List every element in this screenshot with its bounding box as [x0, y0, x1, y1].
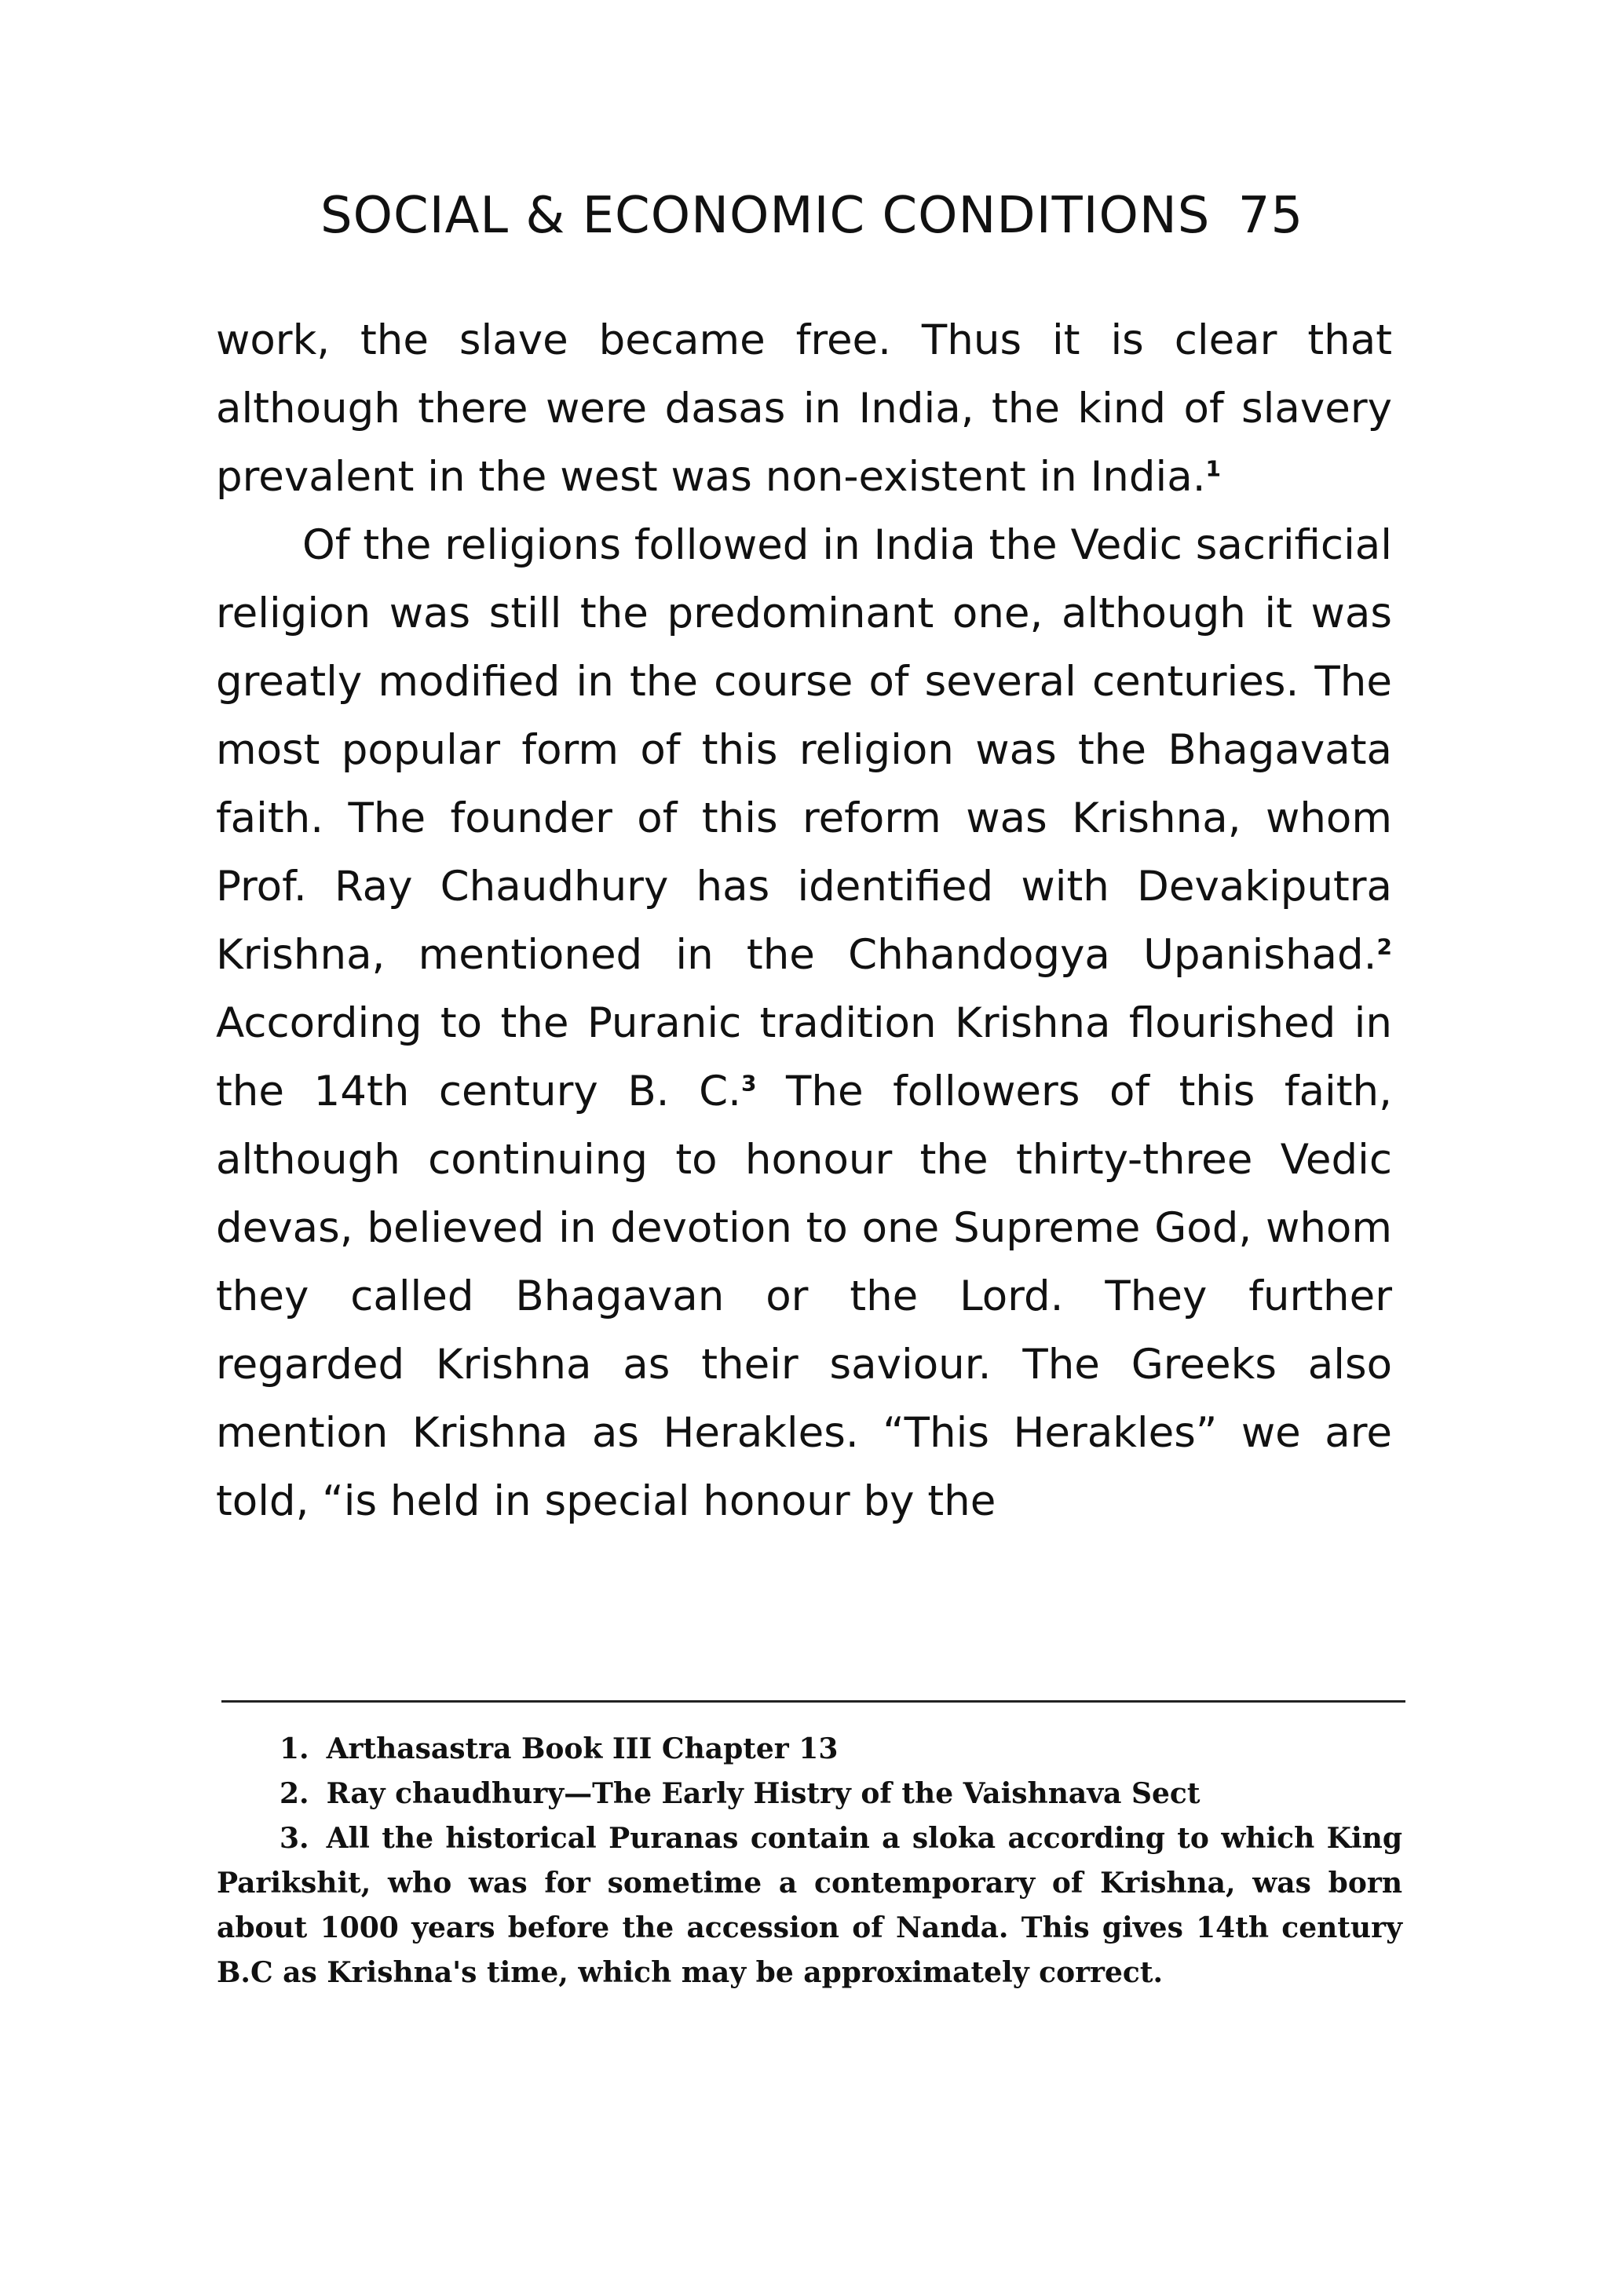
- footnote-number: 2.: [280, 1777, 309, 1810]
- footnote-ref-3: 3: [740, 1070, 757, 1097]
- paragraph-1: [216, 306, 1392, 511]
- footnote-text: Ray chaudhury—The Early Histry of the Vaishnava Sect: [326, 1777, 1201, 1810]
- paragraph-2-text-c: The followers of this faith, although continuing to honour the thirty-three Vedic devas, believed in devotion to one Supreme God, whom they called Bhagavan or the Lord. They further regarded Krishna as their saviour. The Greeks also mention Krishna as Herakles. “This Herakles” we are told, “is held in special honour by the: [216, 1068, 1392, 1525]
- footnotes: [217, 1727, 1402, 1995]
- paragraph-1-text: work, the slave became free. Thus it is clear that although there were dasas in India, the kind of slavery prevalent in the west was non-existent in India.: [216, 316, 1392, 501]
- page-number: 75: [1237, 187, 1304, 245]
- footnote-1: [217, 1727, 1402, 1772]
- running-header: [320, 187, 1404, 245]
- footnote-ref-2: 2: [1376, 933, 1392, 960]
- footnote-ref-1: 1: [1205, 455, 1222, 482]
- paragraph-2: [216, 511, 1392, 1535]
- footnote-text: All the historical Puranas contain a sloka according to which King Parikshit, who was for sometime a contemporary of Krishna, was born about 1000 years before the accession of Nanda. This gives 14th century B.C as Krishna's time, which may be approximately correct.: [217, 1822, 1402, 1989]
- footnote-number: 1.: [280, 1732, 309, 1765]
- footnote-3: [217, 1816, 1402, 1995]
- footnote-text: Arthasastra Book III Chapter 13: [326, 1732, 839, 1765]
- paragraph-2-text-b: According to the Puranic tradition Krishna flourished in the 14th century B. C.: [216, 999, 1392, 1115]
- footnote-divider: [221, 1700, 1405, 1703]
- paragraph-2-text-a: Of the religions followed in India the Vedic sacrificial religion was still the predominant one, although it was greatly modified in the course of several centuries. The most popular form of this religion was the Bhagavata faith. The founder of this reform was Krishna, whom Prof. Ray Chaudhury has identified with Devakiputra Krishna, mentioned in the Chhandogya Upanishad.: [216, 521, 1392, 979]
- header-title: SOCIAL & ECONOMIC CONDITIONS: [320, 187, 1211, 245]
- footnote-number: 3.: [280, 1822, 309, 1855]
- footnote-2: [217, 1772, 1402, 1816]
- main-text: [216, 306, 1392, 1535]
